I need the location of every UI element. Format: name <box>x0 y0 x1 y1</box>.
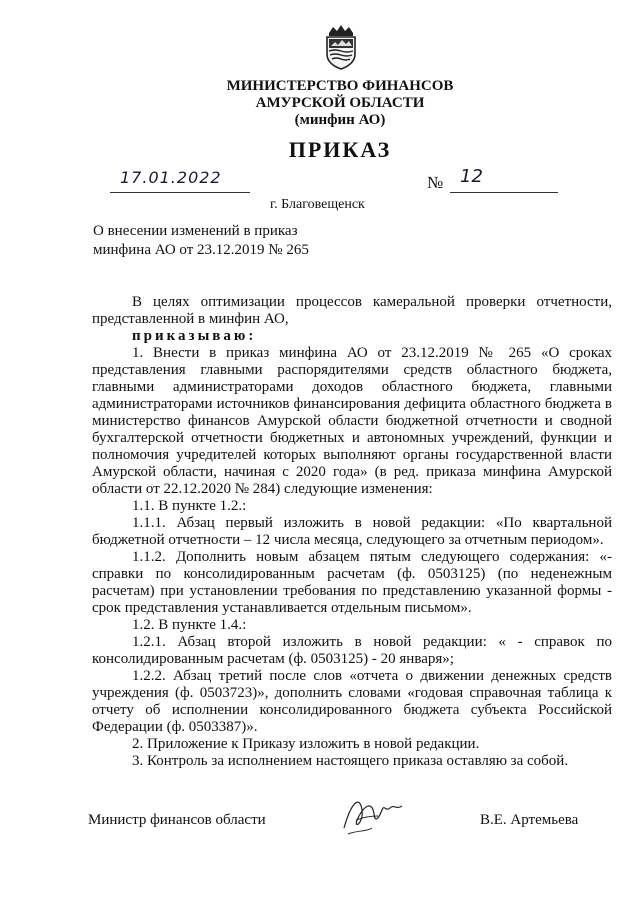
signature-block <box>88 812 608 842</box>
paragraph-1-1: 1.1. В пункте 1.2.: <box>132 498 247 514</box>
city-label: г. Благовещенск <box>270 197 365 212</box>
paragraph-1-2-2: 1.2.2. Абзац третий после слов «отчета о движении денежных средств учреждения (ф. 0503723)», дополнить словами «годовая справочная таблица к отчету об исполнении консолидированного бюджета субъекта Российской Федерации (ф. 0503387)». <box>92 668 612 735</box>
header-line-1: МИНИСТЕРСТВО ФИНАНСОВ <box>226 78 454 94</box>
preamble-paragraph: В целях оптимизации процессов камеральной проверки отчетности, представленной в минфин АО, <box>92 294 612 327</box>
handwritten-signature-icon <box>338 790 408 840</box>
date-field <box>110 170 250 193</box>
paragraph-2: 2. Приложение к Приказу изложить в новой редакции. <box>132 736 480 752</box>
coat-of-arms-icon <box>321 24 361 70</box>
paragraph-1-2: 1.2. В пункте 1.4.: <box>132 617 247 633</box>
order-word: приказываю: <box>132 328 257 344</box>
subject-line-2: минфина АО от 23.12.2019 № 265 <box>93 242 309 258</box>
paragraph-3: 3. Контроль за исполнением настоящего приказа оставляю за собой. <box>132 753 569 769</box>
subject-line-1: О внесении изменений в приказ <box>93 223 298 239</box>
paragraph-1-1-1: 1.1.1. Абзац первый изложить в новой редакции: «По квартальной бюджетной отчетности – 12 числа месяца, следующего за отчетным периодом». <box>92 515 612 548</box>
document-title: ПРИКАЗ <box>288 137 392 162</box>
paragraph-1: 1. Внести в приказ минфина АО от 23.12.2019 № 265 «О сроках представления главными распорядителями средств областного бюджета, главными администраторами доходов областного бюджета, главными администраторами источников финансирования дефицита областного бюджета в министерство финансов Амурской области бюджетной отчетности и сводной бухгалтерской отчетности бюджетных и автономных учреждений, функции и полномочия учредителей которых выполняют органы государственной власти Амурской области, начиная с 2020 года» (в ред. приказа минфина Амурской области от 22.12.2020 № 284) следующие изменения: <box>92 345 612 497</box>
number-sign: № <box>427 173 444 192</box>
document-body <box>92 294 612 770</box>
subject-block <box>93 222 413 260</box>
handwritten-date: 17.01.2022 <box>120 168 222 187</box>
handwritten-number: 12 <box>460 166 483 187</box>
paragraph-1-2-1: 1.2.1. Абзац второй изложить в новой редакции: « - справок по консолидированным расчетам (ф. 0503125) - 20 января»; <box>92 634 612 667</box>
header-line-3: (минфин АО) <box>294 112 386 128</box>
paragraph-1-1-2: 1.1.2. Дополнить новым абзацем пятым следующего содержания: «- справки по консолидированным расчетам (ф. 0503125) (по неденежным расчетам) при установлении требования по представлению указанной формы - срок представления устанавливается отдельным письмом». <box>92 549 612 616</box>
header-line-2: АМУРСКОЙ ОБЛАСТИ <box>255 95 425 111</box>
number-field <box>450 166 558 193</box>
signatory-title: Министр финансов области <box>88 812 266 828</box>
signatory-name: В.Е. Артемьева <box>480 812 579 828</box>
ministry-header <box>170 78 510 129</box>
